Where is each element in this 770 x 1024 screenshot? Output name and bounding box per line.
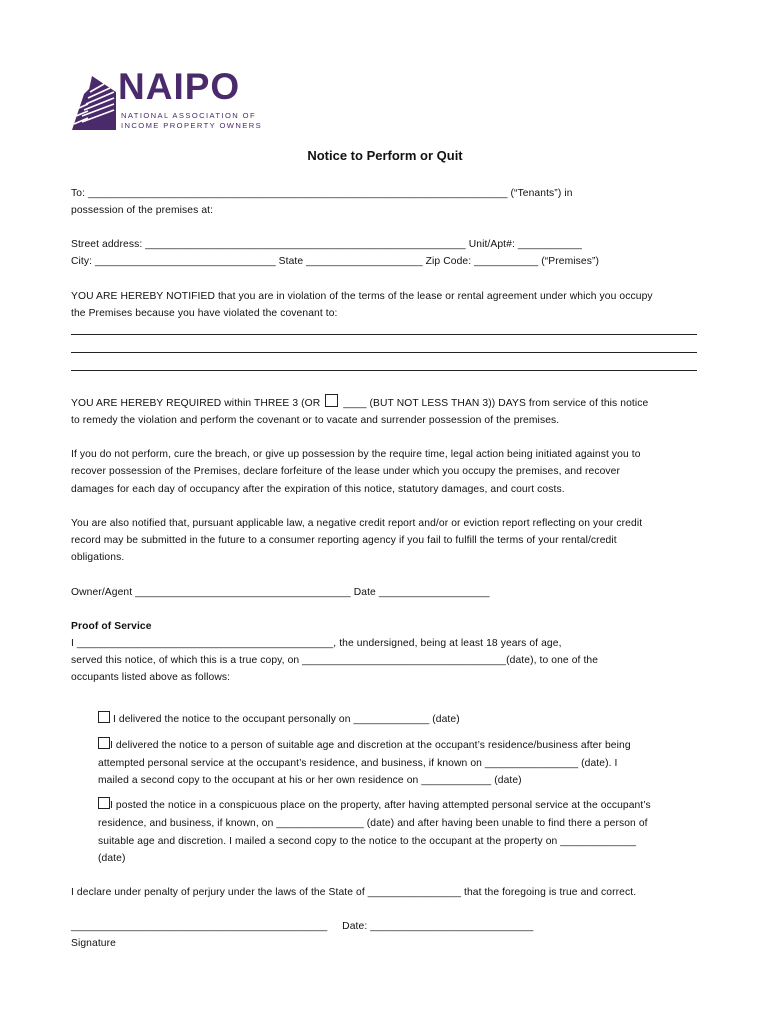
- proof-line-2: served this notice, of which this is a true copy, on ___________________________________(date), to one of the: [71, 655, 599, 666]
- credit-line-1: You are also notified that, pursuant applicable law, a negative credit report and/or or eviction report reflecting on your credit: [71, 518, 643, 529]
- proof-line-1: I ____________________________________________, the undersigned, being at least 18 years of age,: [71, 638, 562, 649]
- option-posting: [98, 797, 651, 815]
- declaration-line: I declare under penalty of perjury under the laws of the State of ________________ that the foregoing is true and correct.: [71, 887, 637, 898]
- option-posting-line-1: I posted the notice in a conspicuous place on the property, after having attempted personal service at the occupant’s: [110, 800, 651, 811]
- option-personal-delivery-text: I delivered the notice to the occupant personally on _____________ (date): [110, 714, 460, 725]
- option-substitute-delivery: [98, 737, 631, 755]
- logo-subtitle-line1: NATIONAL ASSOCIATION OF: [121, 111, 257, 120]
- option-substitute-line-2: attempted personal service at the occupant’s residence, and business, if known on ________________ (date). I: [98, 758, 618, 769]
- building-logo-icon: [70, 70, 118, 132]
- possession-line: possession of the premises at:: [71, 205, 214, 216]
- option-posting-line-4: (date): [98, 853, 126, 864]
- required-text-a: YOU ARE HEREBY REQUIRED within THREE 3 (OR: [71, 398, 321, 409]
- logo-subtitle-line2: INCOME PROPERTY OWNERS: [121, 121, 263, 130]
- signature-label: Signature: [71, 938, 116, 949]
- covenant-blank-line-3: [71, 370, 697, 371]
- substitute-delivery-checkbox[interactable]: [98, 737, 110, 749]
- city-state-zip-line: City: _______________________________ State ____________________ Zip Code: ___________ (“Premises”): [71, 256, 600, 267]
- option-posting-line-2: residence, and business, if known, on _______________ (date) and after having been unable to find there a person of: [98, 818, 648, 829]
- option-substitute-line-3: mailed a second copy to the occupant at his or her own residence on ____________ (date): [98, 775, 522, 786]
- owner-agent-line: Owner/Agent _____________________________________ Date ___________________: [71, 587, 490, 598]
- option-personal-delivery: [98, 711, 460, 729]
- option-substitute-line-1: I delivered the notice to a person of suitable age and discretion at the occupant’s residence/business after being: [110, 740, 631, 751]
- failure-line-2: recover possession of the Premises, declare forfeiture of the lease under which you occupy the premises, and recover: [71, 466, 621, 477]
- to-line: To: ________________________________________________________________________ (“Tenants”) in: [71, 188, 573, 199]
- failure-line-1: If you do not perform, cure the breach, or give up possession by the require time, legal action being initiated against you to: [71, 449, 641, 460]
- naipo-logo: [70, 68, 270, 132]
- option-posting-line-3: suitable age and discretion. I mailed a second copy to the notice to the occupant at the property on _____________: [98, 836, 637, 847]
- proof-of-service-heading: Proof of Service: [71, 621, 152, 632]
- street-address-line: Street address: _______________________________________________________ Unit/Apt#: ___________: [71, 239, 582, 250]
- personal-delivery-checkbox[interactable]: [98, 711, 110, 723]
- failure-line-3: damages for each day of occupancy after the expiration of this notice, statutory damages, and court costs.: [71, 484, 565, 495]
- credit-line-3: obligations.: [71, 552, 125, 563]
- credit-line-2: record may be submitted in the future to a consumer reporting agency if you fail to fulfill the terms of your rental/credit: [71, 535, 617, 546]
- logo-wordmark: NAIPO: [118, 66, 241, 107]
- days-checkbox[interactable]: [325, 394, 338, 407]
- proof-line-3: occupants listed above as follows:: [71, 672, 231, 683]
- covenant-blank-line-1: [71, 334, 697, 335]
- covenant-blank-line-2: [71, 352, 697, 353]
- required-line-2: to remedy the violation and perform the covenant or to vacate and surrender possession of the premises.: [71, 415, 560, 426]
- required-text-b: ____ (BUT NOT LESS THAN 3)) DAYS from service of this notice: [343, 398, 649, 409]
- document-title: Notice to Perform or Quit: [307, 148, 463, 163]
- signature-date-line: ____________________________________________ Date: ____________________________: [71, 921, 534, 932]
- notified-line-1: YOU ARE HEREBY NOTIFIED that you are in violation of the terms of the lease or rental agreement under which you occupy: [71, 291, 653, 302]
- posting-checkbox[interactable]: [98, 797, 110, 809]
- notified-line-2: the Premises because you have violated the covenant to:: [71, 308, 338, 319]
- required-line-1: [71, 394, 648, 413]
